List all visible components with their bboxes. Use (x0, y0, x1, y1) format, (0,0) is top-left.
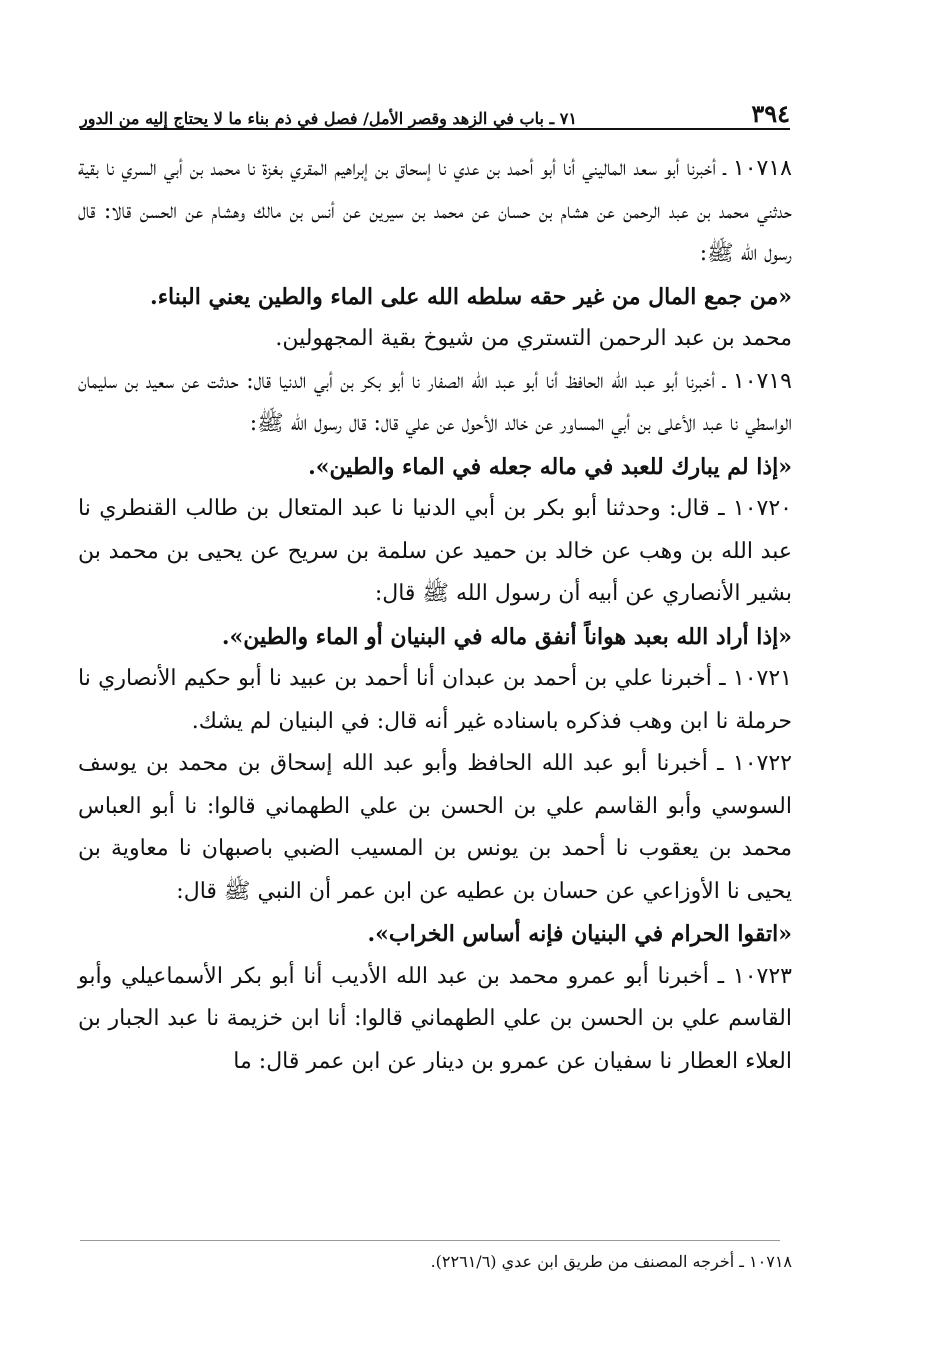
paragraph-10720: ١٠٧٢٠ ـ قال: وحدثنا أبو بكر بن أبي الدنيا نا عبد المتعال بن طالب القنطري نا عبد الله بن وهب عن خالد بن حميد عن سلمة بن سريح عن يحيى بن محمد بن بشير الأنصاري عن أبيه أن رسول الله ﷺ قال: (78, 496, 792, 606)
paragraph-10722: ١٠٧٢٢ ـ أخبرنا أبو عبد الله الحافظ وأبو عبد الله إسحاق بن محمد بن يوسف السوسي وأبو القاسم علي بن الحسن بن علي الطهماني قالوا: نا أبو العباس محمد بن يعقوب نا أحمد بن يونس بن المسيب الضبي باصبهان نا معاوية بن يحيى نا الأوزاعي عن حسان بن عطيه عن ابن عمر أن النبي ﷺ قال: (78, 751, 792, 904)
page-number: ٣٩٤ (751, 99, 790, 128)
narrator-note: محمد بن عبد الرحمن التستري من شيوخ بقية المجهولين. (275, 326, 792, 351)
paragraph-10723: ١٠٧٢٣ ـ أخبرنا أبو عمرو محمد بن عبد الله الأديب أنا أبو بكر الأسماعيلي وأبو القاسم علي بن الحسن بن علي الطهماني قالوا: أنا ابن خزيمة نا عبد الجبار بن العلاء العطار نا سفيان عن عمرو بن دينار عن ابن عمر قال: ما (78, 963, 792, 1074)
paragraph-10719: ١٠٧١٩ ـ أخبرنا أبو عبد الله الحافظ أنا أبو عبد الله الصفار نا أبو بكر بن أبي الدنيا قال: حدثت عن سعيد بن سليمان الواسطي نا عبد الأعلى بن أبي المساور عن خالد الأحول عن علي قال: قال رسول الله ﷺ: (78, 368, 792, 436)
paragraph-10721: ١٠٧٢١ ـ أخبرنا علي بن أحمد بن عبدان أنا أحمد بن عبيد نا أبو حكيم الأنصاري نا حرملة نا ابن وهب فذكره باسناده غير أنه قال: في البنيان لم يشك. (78, 666, 792, 734)
page-header (80, 96, 790, 130)
footnote: ١٠٧١٨ ـ أخرجه المصنف من طريق ابن عدي (٢٢٦١/٦). (430, 1252, 792, 1271)
hadith-quote-1: «من جمع المال من غير حقه سلطه الله على الماء والطين يعني البناء. (150, 283, 792, 310)
footnote-divider (80, 1240, 780, 1241)
hadith-quote-2: «إذا لم يبارك للعبد في ماله جعله في الماء والطين». (308, 453, 792, 480)
body-text (78, 148, 792, 1083)
hadith-quote-3: «إذا أراد الله بعبد هواناً أنفق ماله في البنيان أو الماء والطين». (221, 623, 792, 650)
hadith-quote-4: «اتقوا الحرام في البنيان فإنه أساس الخراب». (367, 921, 792, 947)
running-title: ٧١ ـ باب في الزهد وقصر الأمل/ فصل في ذم بناء ما لا يحتاج إليه من الدور (80, 109, 577, 128)
paragraph-10718: ١٠٧١٨ ـ أخبرنا أبو سعد الماليني أنا أبو أحمد بن عدي نا إسحاق بن إبراهيم المقري بغزة نا محمد بن أبي السري نا بقية حدثني محمد بن عبد الرحمن عن هشام بن حسان عن محمد بن سيرين عن أنس بن مالك وهشام عن الحسن قالا: قال رسول الله ﷺ: (78, 156, 793, 266)
